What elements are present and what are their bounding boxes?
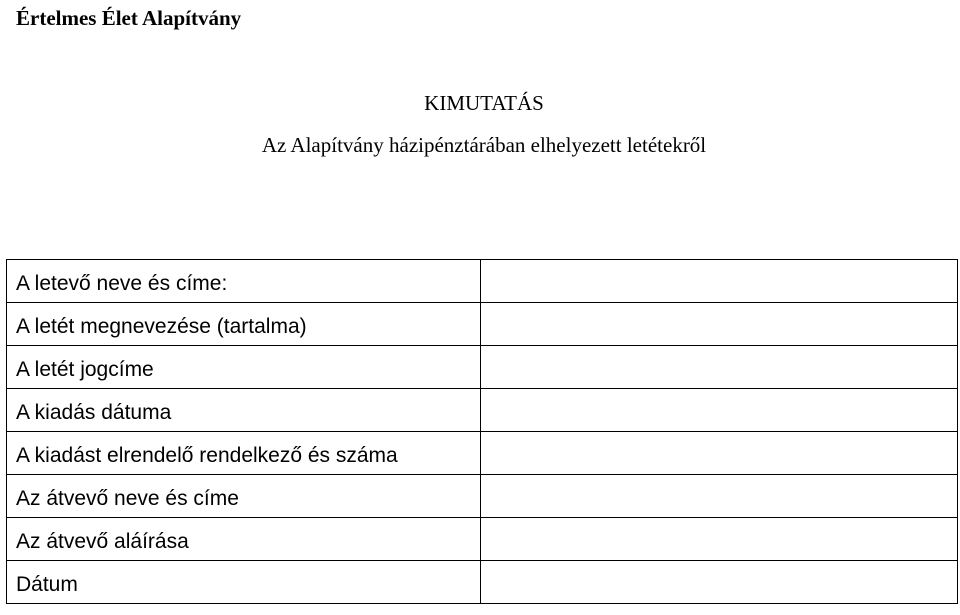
- row-value-field[interactable]: [481, 260, 958, 303]
- document-subtitle: Az Alapítvány házipénztárában elhelyezett letétekről: [261, 133, 707, 157]
- form-row-date: [7, 561, 958, 604]
- row-value-field[interactable]: [481, 303, 958, 346]
- row-label: A kiadás dátuma: [7, 389, 481, 432]
- row-label: A letét megnevezése (tartalma): [7, 303, 481, 346]
- form-row-depositor: [7, 260, 958, 303]
- form-row-deposit-title: [7, 346, 958, 389]
- form-row-issue-date: [7, 389, 958, 432]
- row-value-field[interactable]: [481, 432, 958, 475]
- organization-name: Értelmes Élet Alapítvány: [16, 6, 242, 30]
- row-label: Dátum: [7, 561, 481, 604]
- row-label: A letét jogcíme: [7, 346, 481, 389]
- deposit-form-table: [6, 259, 958, 604]
- row-label: A letevő neve és címe:: [7, 260, 481, 303]
- form-row-recipient: [7, 475, 958, 518]
- row-value-field[interactable]: [481, 518, 958, 561]
- row-label: Az átvevő neve és címe: [7, 475, 481, 518]
- form-row-recipient-signature: [7, 518, 958, 561]
- row-value-field[interactable]: [481, 389, 958, 432]
- form-row-issue-order: [7, 432, 958, 475]
- row-value-field[interactable]: [481, 475, 958, 518]
- row-label: A kiadást elrendelő rendelkező és száma: [7, 432, 481, 475]
- form-row-deposit-description: [7, 303, 958, 346]
- document-title: KIMUTATÁS: [424, 91, 544, 115]
- row-label: Az átvevő aláírása: [7, 518, 481, 561]
- row-value-field[interactable]: [481, 346, 958, 389]
- row-value-field[interactable]: [481, 561, 958, 604]
